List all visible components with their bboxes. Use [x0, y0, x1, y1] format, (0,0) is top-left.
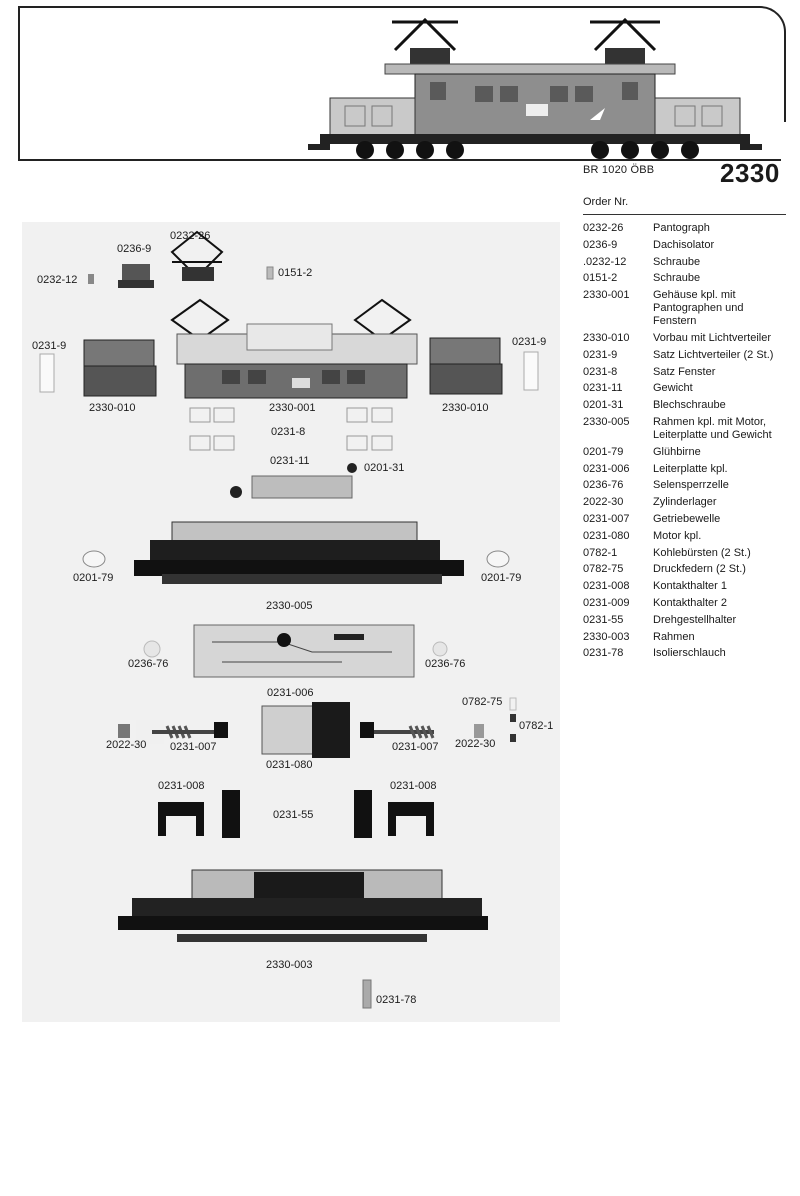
order-code: 0231-55 [583, 613, 624, 626]
label-bulb-right: 0201-79 [481, 572, 522, 584]
order-row [583, 580, 786, 593]
label-bearing-right: 2022-30 [455, 738, 496, 750]
label-frame-complete: 2330-005 [266, 600, 313, 612]
model-number: 2330 [720, 158, 780, 188]
order-row [583, 366, 786, 379]
label-screw-a: 0232-12 [37, 274, 78, 286]
order-row [583, 614, 786, 627]
label-brush: 0782-1 [519, 720, 554, 732]
order-row [583, 647, 786, 660]
locomotive-hero-illustration [300, 8, 770, 163]
label-gear-left: 0231-007 [170, 741, 217, 753]
order-description: Motor kpl. [653, 529, 702, 542]
order-code: 0232-26 [583, 222, 624, 234]
order-description: Pantograph [653, 222, 710, 234]
order-description: Blechschraube [653, 399, 726, 412]
order-row [583, 239, 786, 252]
order-code: 0236-76 [583, 479, 624, 492]
order-description: Vorbau mit Lichtverteiler [653, 331, 771, 344]
order-code: 0231-008 [583, 580, 630, 593]
order-code: 2022-30 [583, 496, 624, 509]
order-code: 0782-1 [583, 546, 618, 559]
order-row [583, 416, 786, 442]
label-weight: 0231-11 [270, 455, 310, 467]
order-code: 2330-001 [583, 289, 630, 302]
order-row [583, 399, 786, 412]
label-diode-left: 0236-76 [128, 658, 169, 670]
order-description: Glühbirne [653, 445, 701, 458]
label-pcb: 0231-006 [267, 687, 314, 699]
label-body: 2330-001 [269, 402, 316, 414]
parts-illustration [22, 222, 560, 1022]
order-code: .0232-12 [583, 255, 627, 268]
order-row [583, 597, 786, 610]
label-pantograph: 0232-26 [170, 230, 211, 242]
order-row [583, 272, 786, 285]
order-description: Schraube [653, 272, 701, 285]
exploded-parts-diagram [22, 222, 560, 1022]
order-code: 0201-79 [583, 445, 624, 458]
order-list [583, 196, 786, 664]
label-contact-right: 0231-008 [390, 780, 437, 792]
label-roof-insulator: 0236-9 [117, 243, 152, 255]
label-motor: 0231-080 [266, 759, 313, 771]
order-description: Zylinderlager [653, 496, 717, 509]
order-row [583, 530, 786, 543]
order-code: 0151-2 [583, 272, 618, 285]
label-diode-right: 0236-76 [425, 658, 466, 670]
order-list-header: Order Nr. [583, 196, 786, 215]
label-frame: 2330-003 [266, 959, 313, 971]
order-description: Schraube [653, 255, 701, 268]
order-description: Kontakthalter 2 [653, 596, 727, 609]
label-hood-right: 2330-010 [442, 402, 489, 414]
order-description: Gehäuse kpl. mit Pantographen und Fenstern [653, 289, 744, 328]
order-code: 0231-006 [583, 462, 630, 475]
order-row [583, 446, 786, 459]
label-bogie-holder: 0231-55 [273, 809, 314, 821]
label-gear-right: 0231-007 [392, 741, 439, 753]
order-description: Selensperrzelle [653, 479, 729, 492]
order-code: 0201-31 [583, 399, 624, 412]
order-code: 0231-78 [583, 647, 624, 660]
order-row [583, 256, 786, 269]
order-description: Dachisolator [653, 238, 715, 251]
order-code: 0231-080 [583, 529, 630, 542]
order-code: 0231-007 [583, 512, 630, 525]
order-row [583, 547, 786, 560]
order-description: Kohlebürsten (2 St.) [653, 546, 751, 559]
order-code: 0231-8 [583, 365, 618, 378]
order-row [583, 332, 786, 345]
order-code: 2330-005 [583, 415, 630, 428]
order-row [583, 463, 786, 476]
order-description: Getriebewelle [653, 512, 721, 525]
order-description: Druckfedern (2 St.) [653, 563, 746, 576]
order-row [583, 513, 786, 526]
order-row [583, 479, 786, 492]
label-windows: 0231-8 [271, 426, 306, 438]
label-bearing-left: 2022-30 [106, 739, 147, 751]
order-code: 2330-010 [583, 331, 630, 344]
model-subtitle: BR 1020 ÖBB [583, 164, 655, 176]
label-sheet-screw: 0201-31 [364, 462, 405, 474]
order-code: 2330-003 [583, 630, 630, 643]
order-description: Satz Lichtverteiler (2 St.) [653, 348, 774, 361]
label-hood-left: 2330-010 [89, 402, 136, 414]
order-code: 0231-009 [583, 596, 630, 609]
order-description: Drehgestellhalter [653, 613, 737, 626]
order-description: Rahmen kpl. mit Motor, Leiterplatte und Gewicht [653, 415, 772, 441]
label-bulb-left: 0201-79 [73, 572, 114, 584]
order-code: 0231-11 [583, 382, 623, 395]
order-row [583, 382, 786, 395]
order-code: 0231-9 [583, 348, 618, 361]
label-screw-b: 0151-2 [278, 267, 313, 279]
order-row [583, 496, 786, 509]
order-description: Isolierschlauch [653, 647, 726, 660]
order-row [583, 631, 786, 644]
order-row [583, 563, 786, 576]
label-light-left: 0231-9 [32, 340, 67, 352]
order-description: Gewicht [653, 382, 693, 395]
order-description: Rahmen [653, 630, 695, 643]
order-code: 0236-9 [583, 238, 618, 251]
label-light-right: 0231-9 [512, 336, 547, 348]
order-row [583, 349, 786, 362]
order-code: 0782-75 [583, 563, 624, 576]
order-description: Satz Fenster [653, 365, 716, 378]
label-spring: 0782-75 [462, 696, 503, 708]
order-description: Kontakthalter 1 [653, 580, 727, 593]
label-tube: 0231-78 [376, 994, 417, 1006]
order-row [583, 222, 786, 235]
label-contact-left: 0231-008 [158, 780, 205, 792]
order-description: Leiterplatte kpl. [653, 462, 728, 475]
order-row [583, 289, 786, 328]
